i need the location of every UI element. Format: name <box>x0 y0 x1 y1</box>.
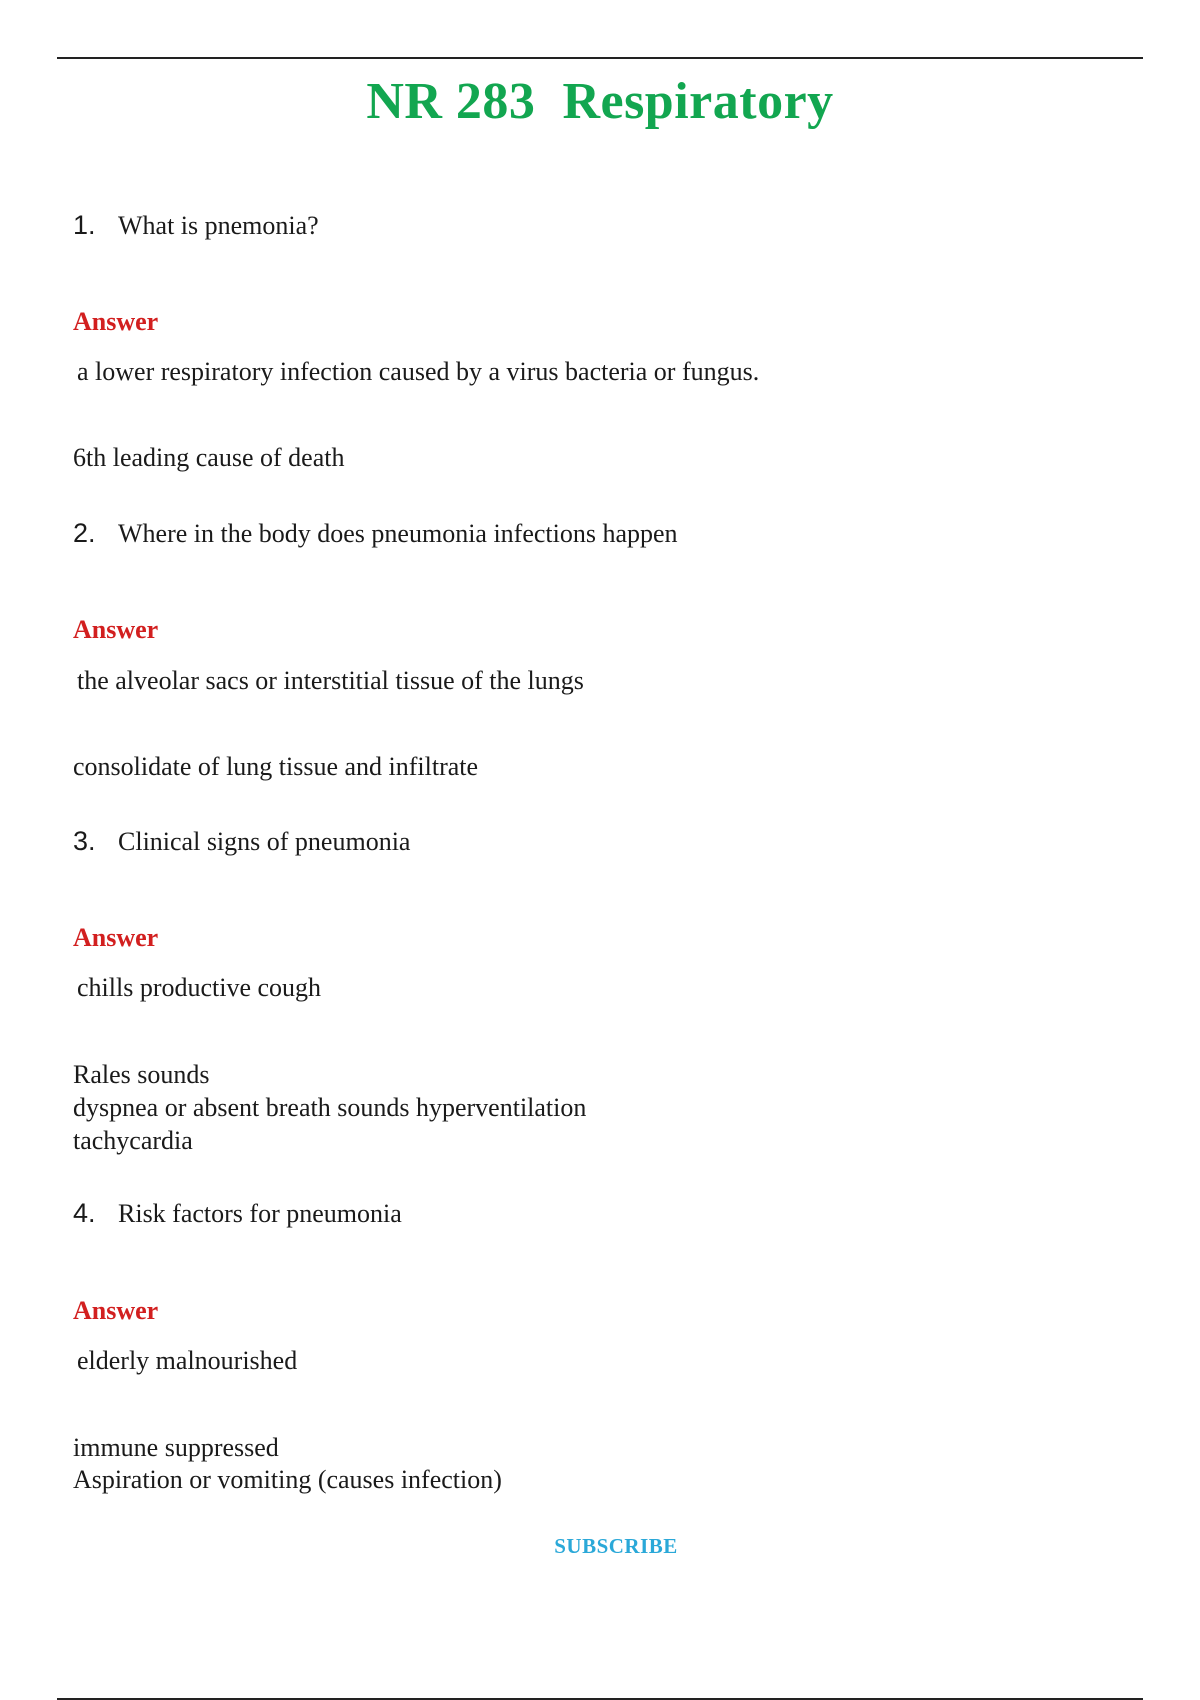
question-4 <box>73 1198 402 1229</box>
top-rule <box>57 57 1143 59</box>
note-line: dyspnea or absent breath sounds hyperventilation <box>73 1093 587 1122</box>
question-1 <box>73 210 319 241</box>
answer-line: the alveolar sacs or interstitial tissue of the lungs <box>77 666 584 695</box>
question-text: Risk factors for pneumonia <box>118 1199 402 1228</box>
question-text: Where in the body does pneumonia infections happen <box>118 519 678 548</box>
answer-line: a lower respiratory infection caused by a virus bacteria or fungus. <box>77 357 760 386</box>
question-3 <box>73 826 410 857</box>
title-course: NR 283 <box>366 73 536 130</box>
question-text: Clinical signs of pneumonia <box>118 827 411 856</box>
note-line: Aspiration or vomiting (causes infection) <box>73 1465 502 1494</box>
question-number: 1. <box>73 210 96 240</box>
subscribe-link[interactable]: SUBSCRIBE <box>554 1534 678 1558</box>
answer-label: Answer <box>73 1296 159 1325</box>
page-title <box>0 72 1200 131</box>
note-line: 6th leading cause of death <box>73 443 345 472</box>
answer-label: Answer <box>73 307 159 336</box>
answer-line: chills productive cough <box>77 973 322 1002</box>
question-number: 3. <box>73 826 96 856</box>
note-line: immune suppressed <box>73 1433 279 1462</box>
question-number: 4. <box>73 1198 96 1228</box>
title-topic: Respiratory <box>562 73 834 130</box>
answer-label: Answer <box>73 923 159 952</box>
question-number: 2. <box>73 518 96 548</box>
note-line: tachycardia <box>73 1126 193 1155</box>
note-line: Rales sounds <box>73 1060 210 1089</box>
question-text: What is pnemonia? <box>118 211 319 240</box>
note-line: consolidate of lung tissue and infiltrate <box>73 752 479 781</box>
answer-label: Answer <box>73 615 159 644</box>
answer-line: elderly malnourished <box>77 1346 298 1375</box>
question-2 <box>73 518 678 549</box>
